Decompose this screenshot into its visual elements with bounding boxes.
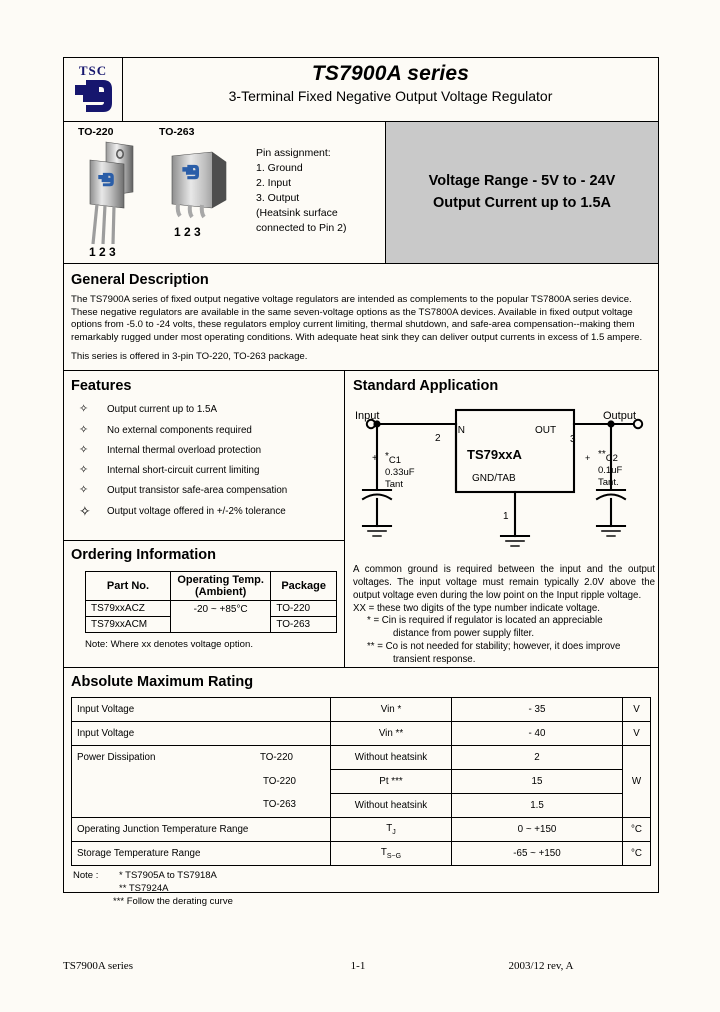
col-part-no: Part No. — [86, 572, 171, 601]
standard-application-title: Standard Application — [353, 378, 499, 395]
c2-polarity: + — [585, 453, 591, 464]
cell-symbol: Vin ** — [331, 721, 452, 745]
pin-number-in: 2 — [435, 433, 441, 445]
features-section — [64, 371, 345, 540]
application-notes — [353, 564, 655, 666]
table-row — [72, 793, 651, 817]
absolute-max-notes — [71, 869, 651, 908]
diamond-bullet-icon: ✧ — [79, 502, 91, 519]
to263-package-image — [164, 148, 240, 244]
page-footer — [63, 960, 659, 972]
cell-symbol: Without heatsink — [331, 793, 452, 817]
chip-pin-out-label: OUT — [535, 425, 557, 437]
cell-unit: °C — [623, 841, 651, 865]
svg-text:1 2 3: 1 2 3 — [174, 225, 201, 239]
left-column — [64, 371, 345, 666]
feature-label: Output transistor safe-area compensation — [107, 485, 288, 497]
symbol-subscript: J — [392, 828, 396, 836]
pin-assignment-line: 1. Ground — [256, 161, 303, 174]
general-description-section — [64, 264, 658, 371]
c1-star: * — [385, 451, 389, 463]
diamond-bullet-icon: ✧ — [79, 484, 89, 497]
cell-part-no: TS79xxACM — [86, 617, 171, 633]
footer-page-number: 1-1 — [350, 960, 366, 972]
pin-assignment-line: (Heatsink surface — [256, 206, 338, 219]
application-note: ** = Co is not needed for stability; however, it does improve — [367, 641, 621, 653]
logo-cell — [64, 58, 123, 121]
cell-value: - 35 — [452, 697, 623, 721]
general-description-paragraph: This series is offered in 3-pin TO-220, TO-263 package. — [71, 350, 308, 362]
voltage-range-line1: Voltage Range - 5V to - 24V — [428, 173, 616, 190]
feature-label: Internal short-circuit current limiting — [107, 465, 260, 477]
cell-parameter: Operating Junction Temperature Range — [72, 817, 331, 841]
notes-first-line — [73, 869, 651, 882]
col-operating-temp-line1: Operating Temp. — [177, 574, 264, 587]
table-row — [72, 841, 651, 865]
tsc-logo-text: TSC — [78, 62, 108, 78]
to220-package-image — [80, 140, 158, 258]
cell-parameter — [72, 745, 331, 769]
title-cell — [123, 58, 658, 121]
application-note: distance from power supply filter. — [393, 628, 535, 640]
diamond-bullet-icon: ✧ — [79, 423, 89, 436]
cell-parameter: Input Voltage — [72, 697, 331, 721]
c1-value: 0.33uF — [385, 467, 415, 479]
cell-symbol: Vin * — [331, 697, 452, 721]
general-description-paragraph: The TS7900A series of fixed output negative voltage regulators are intended as complements to the popular TS7800A series device. These negative regulators are available in the same seven-voltage options as the TS7800A devices. Available in fixed output voltage options from -5.0 to -24 volts, these regulators employ current limiting, thermal shutdown, and safe-area compensation--making them remarkably rugged under most operating conditions. With adequate heat sink they can deliver output currents in excess of 1.5 ampere. — [71, 294, 643, 343]
notes-label: Note : — [73, 869, 99, 881]
cell-operating-temp: -20 ~ +85°C — [170, 601, 270, 633]
cell-symbol — [331, 817, 452, 841]
general-description-title: General Description — [71, 272, 209, 288]
c2-annotation — [598, 449, 622, 489]
cell-unit — [623, 745, 651, 769]
table-row — [72, 769, 651, 793]
feature-item — [71, 465, 338, 477]
c2-value: 0.1uF — [598, 465, 623, 477]
input-label: Input — [355, 410, 380, 423]
symbol-base: T — [386, 822, 393, 834]
ordering-information-table — [85, 571, 337, 633]
col-operating-temp-line2: (Ambient) — [194, 586, 247, 599]
cell-parameter-label: Power Dissipation — [77, 751, 156, 763]
output-label: Output — [603, 410, 637, 423]
cell-unit: V — [623, 721, 651, 745]
table-row — [72, 745, 651, 769]
pin-assignment-line: connected to Pin 2) — [256, 221, 347, 234]
absolute-maximum-rating-table — [71, 697, 651, 866]
footer-revision: 2003/12 rev, A — [508, 960, 574, 972]
ordering-information-title: Ordering Information — [71, 547, 216, 564]
cell-package: TO-263 — [271, 617, 337, 633]
package-and-range-row — [64, 122, 658, 264]
absolute-maximum-rating-section — [64, 668, 658, 908]
cell-parameter-package: TO-263 — [72, 793, 331, 817]
feature-item — [71, 502, 338, 519]
pin-assignment-line: Pin assignment: — [256, 147, 331, 159]
cell-unit — [623, 793, 651, 817]
features-list — [71, 404, 338, 517]
standard-application-section — [345, 371, 662, 666]
diamond-bullet-icon: ✧ — [79, 403, 89, 416]
ordering-information-section — [64, 540, 344, 650]
c2-type: Tant. — [598, 477, 619, 489]
tsc-logo-mark — [72, 78, 114, 119]
cell-value: - 40 — [452, 721, 623, 745]
c1-name: C1 — [388, 455, 402, 467]
voltage-range-box — [386, 122, 658, 263]
pin-number-gnd: 1 — [503, 511, 509, 523]
application-note: * = Cin is required if regulator is located an appreciable — [367, 615, 603, 627]
table-row — [72, 721, 651, 745]
document-title: TS7900A series — [311, 62, 470, 85]
datasheet-frame — [63, 57, 659, 907]
col-package: Package — [271, 572, 337, 601]
voltage-range-line2: Output Current up to 1.5A — [432, 194, 611, 211]
pin-assignment-list — [256, 146, 346, 235]
diamond-bullet-icon: ✧ — [79, 464, 89, 477]
cell-value: 0 ~ +150 — [452, 817, 623, 841]
pin-assignment-line: 3. Output — [256, 191, 300, 204]
features-and-application-row — [64, 371, 658, 667]
page-header — [64, 58, 658, 122]
feature-item — [71, 485, 338, 497]
chip-part-label: TS79xxA — [467, 447, 522, 463]
note-item: * TS7905A to TS7918A — [119, 869, 217, 881]
ordering-note: Note: Where xx denotes voltage option. — [85, 639, 253, 651]
cell-unit: W — [623, 769, 651, 793]
c2-name: C2 — [605, 453, 618, 465]
pin-number-out: 3 — [570, 434, 576, 446]
cell-part-no: TS79xxACZ — [86, 601, 171, 617]
feature-item — [71, 425, 338, 437]
cell-parameter-package: TO-220 — [259, 751, 293, 763]
feature-label: No external components required — [107, 424, 252, 436]
chip-pin-in-label: IN — [455, 425, 465, 437]
application-note: A common ground is required between the input and the output voltages. The input voltage must remain typically 2.0V above the output voltage even during the low point on the Input ripple voltage. — [353, 564, 655, 601]
cell-symbol — [331, 841, 452, 865]
c1-polarity: + — [372, 453, 378, 465]
features-title: Features — [71, 378, 132, 395]
c1-type: Tant — [385, 479, 403, 491]
table-row — [72, 697, 651, 721]
cell-unit: V — [623, 697, 651, 721]
cell-value: -65 ~ +150 — [452, 841, 623, 865]
col-operating-temp — [170, 572, 270, 601]
cell-parameter: Input Voltage — [72, 721, 331, 745]
c1-annotation — [385, 451, 415, 491]
cell-package: TO-220 — [271, 601, 337, 617]
cell-parameter-package: TO-220 — [72, 769, 331, 793]
document-subtitle: 3-Terminal Fixed Negative Output Voltage Regulator — [228, 88, 553, 104]
feature-label: Output voltage offered in +/-2% tolerance — [107, 505, 286, 517]
diamond-bullet-icon: ✧ — [79, 443, 89, 456]
cell-symbol: Without heatsink — [331, 745, 452, 769]
cell-symbol: Pt *** — [331, 769, 452, 793]
application-note: transient response. — [393, 653, 476, 665]
feature-item — [71, 404, 338, 416]
symbol-base: T — [380, 846, 387, 858]
pin-assignment-line: 2. Input — [256, 176, 292, 189]
feature-label: Internal thermal overload protection — [107, 444, 262, 456]
absolute-maximum-rating-title: Absolute Maximum Rating — [71, 673, 254, 690]
package-illustration-cell — [64, 122, 386, 263]
chip-pin-gnd-label: GND/TAB — [472, 473, 516, 485]
feature-label: Output current up to 1.5A — [107, 404, 218, 416]
to220-label: TO-220 — [78, 126, 114, 138]
cell-value: 2 — [452, 745, 623, 769]
cell-value: 1.5 — [452, 793, 623, 817]
cell-parameter: Storage Temperature Range — [72, 841, 331, 865]
to263-label: TO-263 — [159, 126, 195, 138]
note-item: *** Follow the derating curve — [113, 895, 233, 907]
tsc-logo — [68, 62, 118, 118]
c2-star: ** — [598, 449, 606, 461]
symbol-subscript: S~G — [386, 852, 402, 860]
cell-value: 15 — [452, 769, 623, 793]
feature-item — [71, 445, 338, 457]
note-item: ** TS7924A — [119, 882, 169, 894]
table-row — [86, 601, 337, 617]
svg-text:1 2 3: 1 2 3 — [89, 245, 116, 258]
application-note: XX = these two digits of the type number indicate voltage. — [353, 602, 600, 614]
footer-left: TS7900A series — [63, 960, 133, 972]
table-header-row — [86, 572, 337, 601]
cell-unit: °C — [623, 817, 651, 841]
table-row — [72, 817, 651, 841]
